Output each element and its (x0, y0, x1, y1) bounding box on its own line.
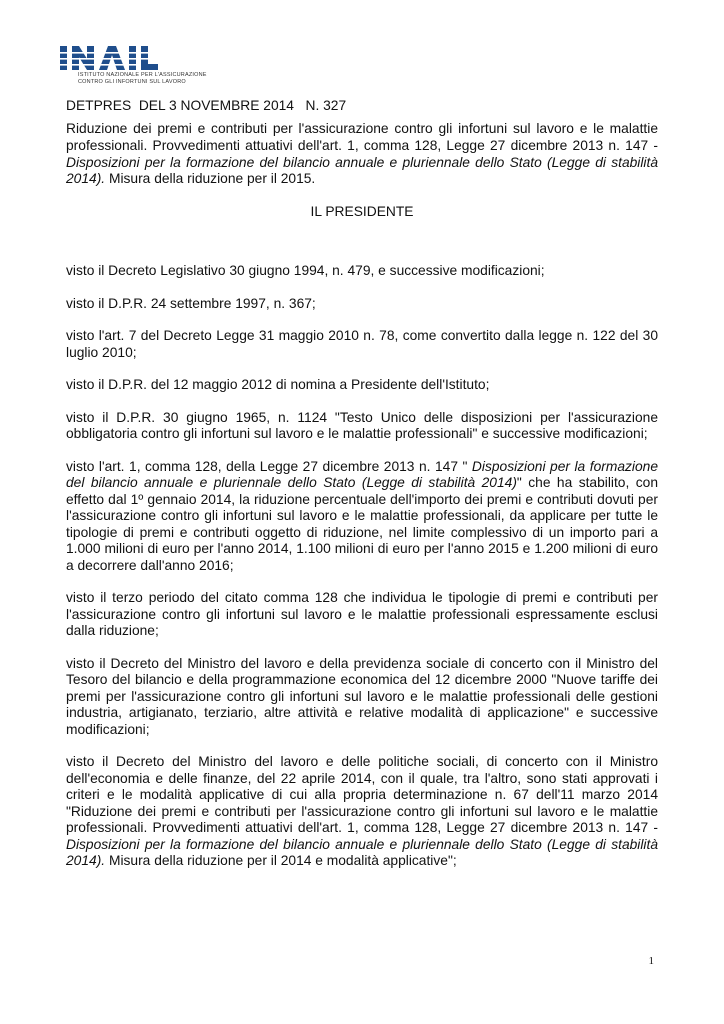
paragraph-text: visto l'art. 1, comma 128, della Legge 27 dicembre 2013 n. 147 " (66, 458, 472, 474)
paragraph-text: visto il Decreto del Ministro del lavoro e delle politiche sociali, di concerto con il Ministro dell'economia e delle finanze, del 22 aprile 2014, con il quale, tra l'altro, sono stati approvati i criteri e le modalità applicative di cui alla propria determinazione n. 67 dell'11 marzo 2014 "Riduzione dei premi e contributi per l'assicurazione contro gli infortuni sul lavoro e le malattie professionali. Provvedimenti attuativi dell'art. 1, comma 128, Legge 27 dicembre 2013 n. 147 - (66, 754, 658, 835)
document-body (66, 263, 658, 886)
paragraph: visto il D.P.R. del 12 maggio 2012 di nomina a Presidente dell'Istituto; (66, 377, 490, 392)
paragraph-italic: Disposizioni per la formazione del bilancio annuale e pluriennale dello Stato (Legge di stabilità 2014) (66, 458, 658, 490)
paragraph: visto il Decreto del Ministro del lavoro e della previdenza sociale di concerto con il Ministro del Tesoro del bilancio e della programmazione economica del 12 dicembre 2000 "Nuove tariffe dei premi per l'assicurazione contro gli infortuni sul lavoro e le malattie professionali delle gestioni industria, artigianato, terziario, altre attività e relative modalità di applicazione" e successive modificazioni; (66, 655, 658, 737)
paragraph: visto il D.P.R. 30 giugno 1965, n. 1124 "Testo Unico delle disposizioni per l'assicurazione obbligatoria contro gli infortuni sul lavoro e le malattie professionali" e successive modificazioni; (66, 409, 658, 441)
paragraph-italic: Disposizioni per la formazione del bilancio annuale e pluriennale dello Stato (Legge di stabilità 2014). (66, 836, 658, 868)
subject-text: Riduzione dei premi e contributi per l'assicurazione contro gli infortuni sul lavoro e le malattie professionali. Provvedimenti attuativi dell'art. 1, comma 128, Legge 27 dicembre 2013 n. 147 - (66, 121, 658, 153)
subject-text-end: Misura della riduzione per il 2015. (105, 171, 316, 187)
logo-subtitle: ISTITUTO NAZIONALE PER L'ASSICURAZIONE CONTRO GLI INFORTUNI SUL LAVORO (78, 72, 207, 85)
document-header: DETPRES DEL 3 NOVEMBRE 2014 N. 327 (66, 98, 347, 113)
paragraph: visto il terzo periodo del citato comma 128 che individua le tipologie di premi e contributi per l'assicurazione contro gli infortuni sul lavoro e le malattie professionali espressamente esclusi dalla riduzione; (66, 590, 658, 638)
paragraph-text: " che ha stabilito, con effetto dal 1º gennaio 2014, la riduzione percentuale dell'importo dei premi e contributi dovuti per l'assicurazione contro gli infortuni sul lavoro e le malattie professionali, da applicare per tutte le tipologie di premi e contributi oggetto di riduzione, nel limite complessivo di un importo pari a 1.000 milioni di euro per l'anno 2014, 1.100 milioni di euro per l'anno 2015 e 1.200 milioni di euro a decorrere dall'anno 2016; (66, 475, 658, 573)
subject-italic: Disposizioni per la formazione del bilancio annuale e pluriennale dello Stato (Legge di stabilità 2014). (66, 154, 658, 187)
page-number: 1 (648, 955, 654, 967)
paragraph (66, 754, 658, 870)
paragraph: visto il D.P.R. 24 settembre 1997, n. 367; (66, 295, 316, 311)
president-heading: IL PRESIDENTE (310, 204, 414, 219)
document-subject (66, 121, 658, 188)
inail-logo-mark (58, 40, 208, 74)
paragraph: visto l'art. 7 del Decreto Legge 31 maggio 2010 n. 78, come convertito dalla legge n. 122 del 30 luglio 2010; (66, 328, 658, 360)
paragraph (66, 459, 658, 575)
paragraph: visto il Decreto Legislativo 30 giugno 1994, n. 479, e successive modificazioni; (66, 263, 545, 278)
paragraph-text: Misura della riduzione per il 2014 e modalità applicative"; (105, 853, 457, 868)
